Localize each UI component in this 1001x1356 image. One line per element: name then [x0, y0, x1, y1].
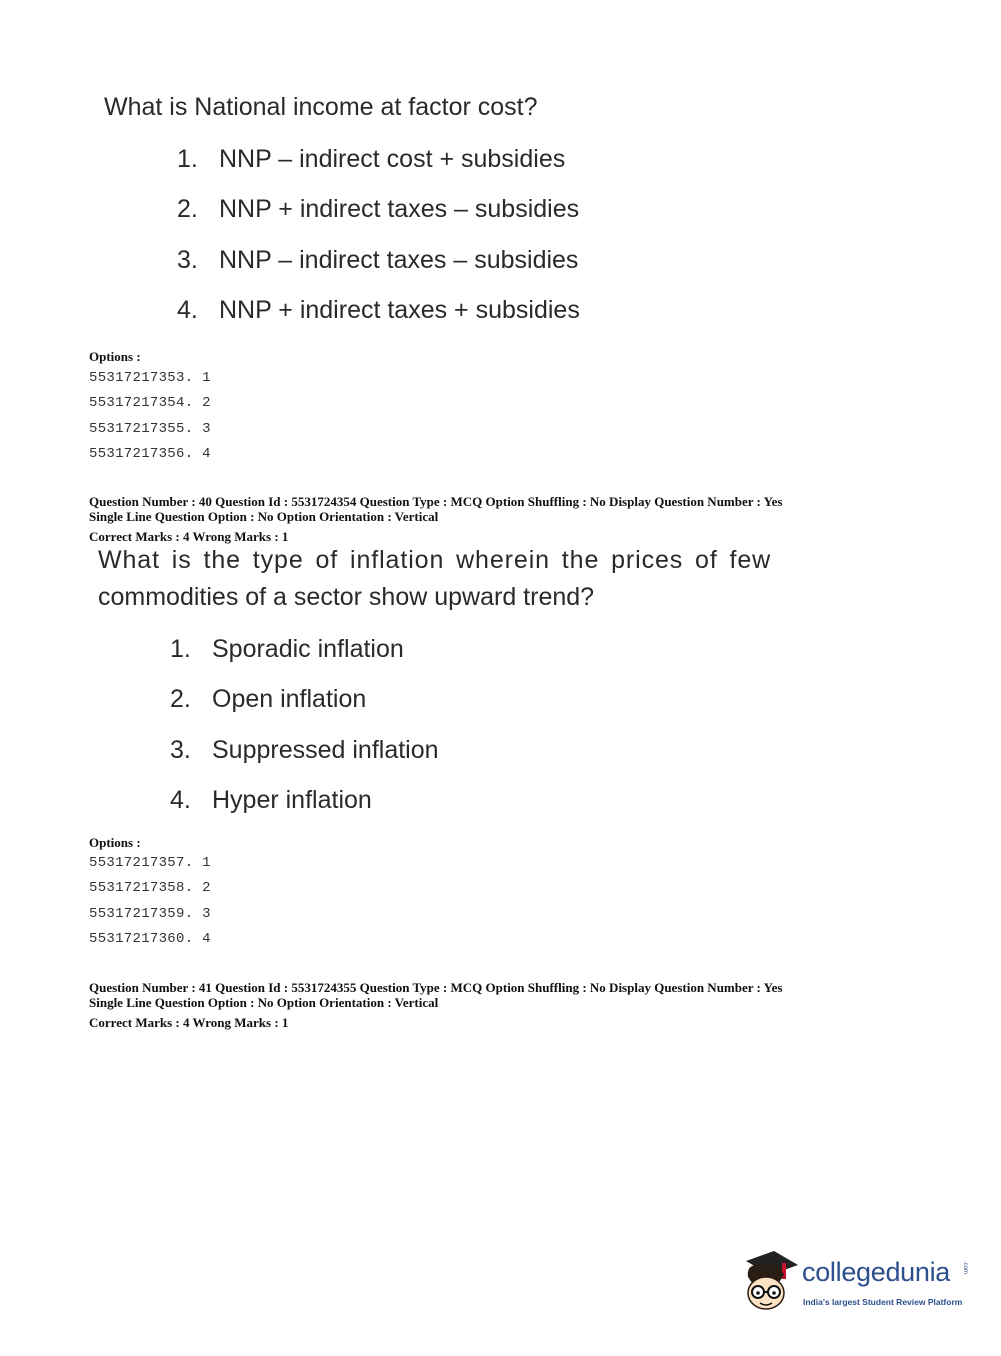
mascot-icon — [740, 1247, 800, 1319]
option-number: 4. — [170, 786, 191, 815]
option-id: 55317217354. 2 — [89, 395, 211, 412]
option-text: NNP + indirect taxes + subsidies — [219, 296, 580, 325]
question-40-text-line-2: commodities of a sector show upward trend? — [98, 583, 595, 611]
option-number: 2. — [177, 195, 198, 224]
option-text: Sporadic inflation — [212, 635, 404, 663]
option-number: 3. — [177, 245, 198, 274]
option-id: 55317217355. 3 — [89, 420, 211, 437]
question-40-marks: Correct Marks : 4 Wrong Marks : 1 — [89, 529, 289, 544]
option-number: 2. — [170, 685, 191, 714]
option-number: 4. — [177, 296, 198, 325]
option-text: NNP – indirect cost + subsidies — [219, 145, 566, 173]
option-text: NNP – indirect taxes – subsidies — [219, 245, 579, 274]
option-number: 1. — [170, 635, 191, 663]
question-41-marks: Correct Marks : 4 Wrong Marks : 1 — [89, 1015, 289, 1030]
option-number: 1. — [177, 145, 198, 173]
option-text: Open inflation — [212, 685, 367, 714]
question-40-text-line-1: What is the type of inflation wherein the prices of few — [98, 546, 772, 574]
option-item — [177, 184, 580, 234]
meta-line: Single Line Question Option : No Option Orientation : Vertical — [89, 509, 439, 524]
option-id: 55317217356. 4 — [89, 445, 211, 462]
logo-tagline: India's largest Student Review Platform — [803, 1297, 963, 1307]
options-label: Options : — [89, 835, 141, 850]
option-item — [170, 674, 439, 724]
logo-suffix: .com — [962, 1261, 968, 1275]
meta-line: Question Number : 41 Question Id : 5531724355 Question Type : MCQ Option Shuffling : No Display Question Number : Yes — [89, 980, 783, 995]
option-id: 55317217359. 3 — [89, 905, 211, 922]
question-40-meta — [89, 494, 782, 524]
option-item — [177, 134, 580, 184]
meta-line: Single Line Question Option : No Option Orientation : Vertical — [89, 995, 439, 1010]
question-41-meta — [89, 980, 782, 1010]
option-id: 55317217358. 2 — [89, 880, 211, 897]
option-text: NNP + indirect taxes – subsidies — [219, 195, 580, 224]
option-id: 55317217360. 4 — [89, 930, 211, 947]
option-number: 3. — [170, 735, 191, 764]
option-id-list — [89, 851, 211, 952]
option-item — [170, 624, 439, 674]
question-40-option-list — [170, 624, 439, 826]
option-text: Suppressed inflation — [212, 735, 439, 764]
question-39-text: What is National income at factor cost? — [104, 93, 538, 121]
meta-line: Question Number : 40 Question Id : 5531724354 Question Type : MCQ Option Shuffling : No Display Question Number : Yes — [89, 494, 783, 509]
collegedunia-logo — [740, 1247, 970, 1319]
option-item — [170, 775, 439, 825]
options-label: Options : — [89, 349, 141, 364]
option-id-list — [89, 366, 211, 467]
option-item — [177, 235, 580, 285]
option-id: 55317217357. 1 — [89, 855, 211, 871]
option-text: Hyper inflation — [212, 786, 372, 815]
question-39-option-list — [177, 134, 580, 336]
option-item — [170, 725, 439, 775]
option-id: 55317217353. 1 — [89, 370, 211, 386]
logo-wordmark: collegedunia — [802, 1257, 951, 1287]
option-item — [177, 285, 580, 335]
